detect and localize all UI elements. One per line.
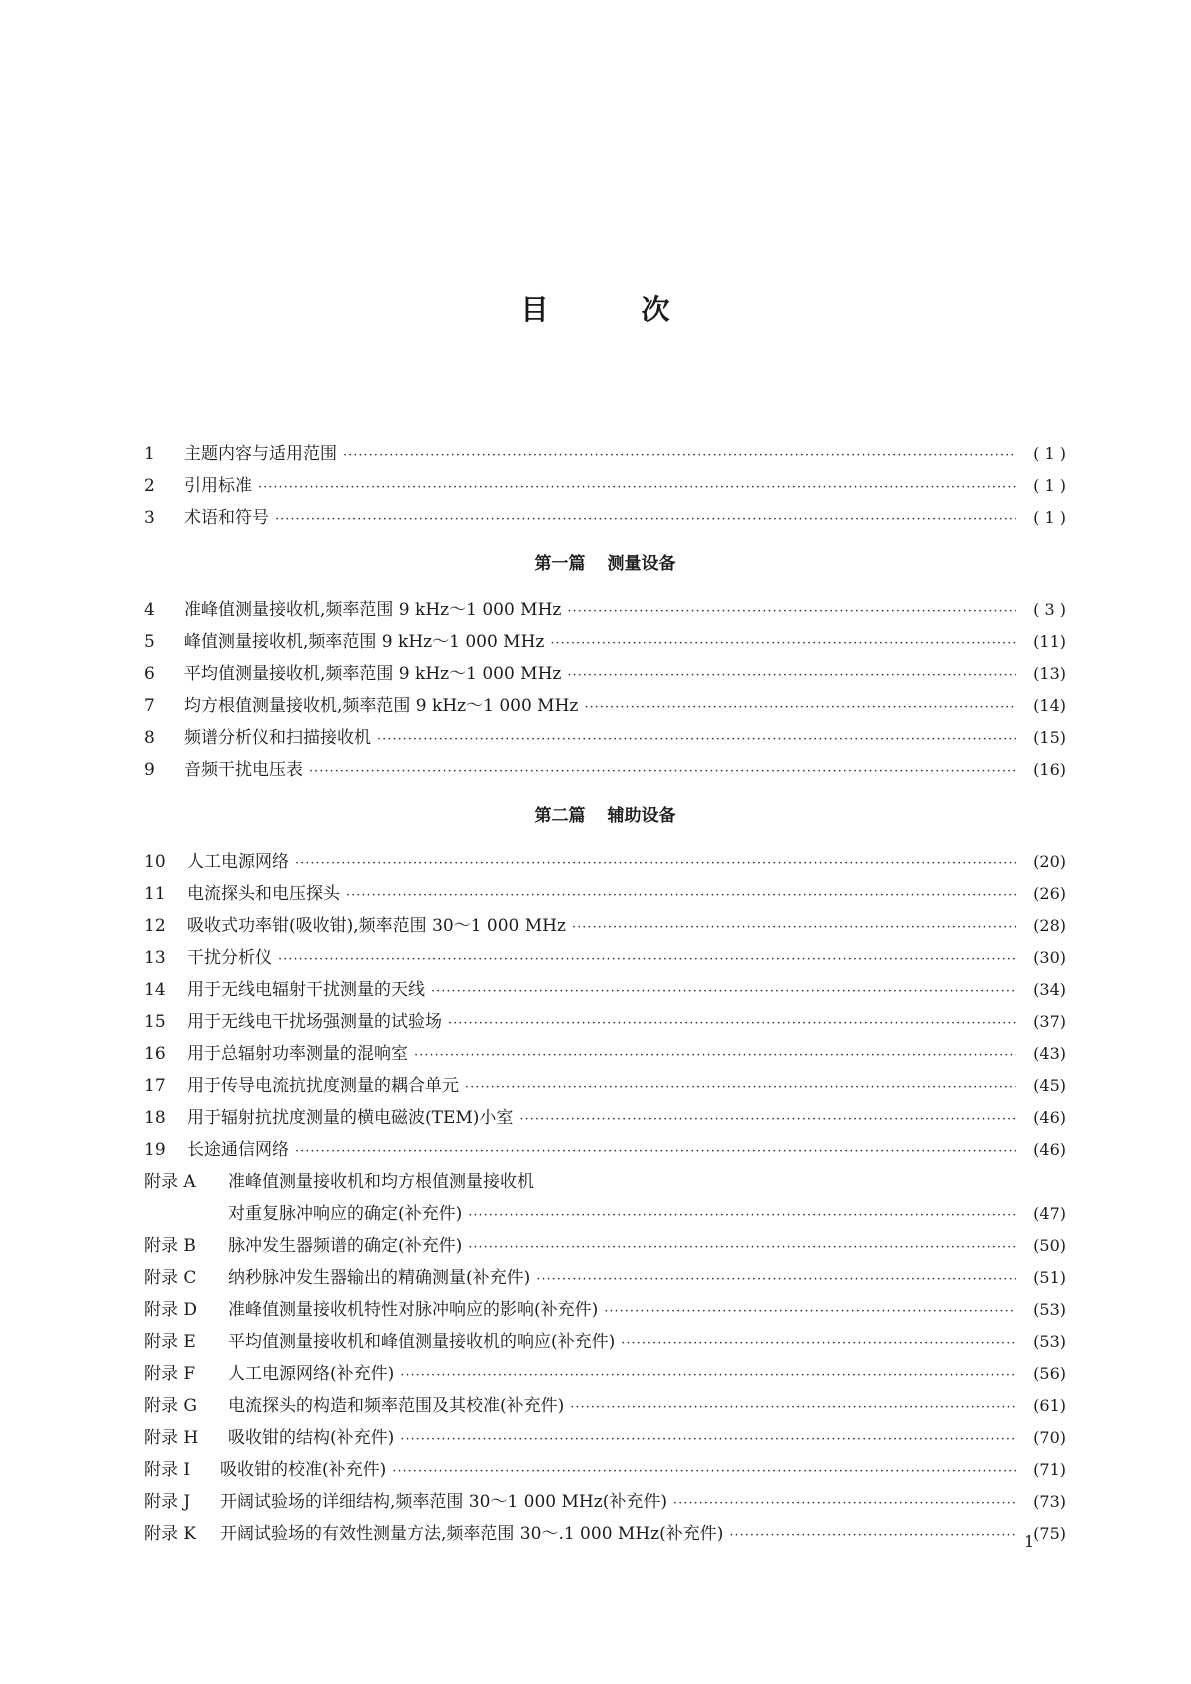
entry-title: 准峰值测量接收机和均方根值测量接收机 — [228, 1172, 534, 1192]
leader-dots — [468, 1200, 1016, 1232]
leader-dots — [567, 660, 1016, 692]
page-title — [0, 288, 1191, 328]
entry-number: 6 — [144, 664, 155, 684]
toc-entry[interactable] — [144, 1294, 1066, 1326]
toc-entry[interactable] — [144, 1262, 1066, 1294]
entry-title: 均方根值测量接收机,频率范围 9 kHz～1 000 MHz — [184, 696, 579, 716]
toc-entry[interactable] — [144, 1454, 1066, 1486]
appendix-number: 附录 D — [144, 1300, 198, 1320]
toc-entry[interactable] — [144, 754, 1066, 786]
toc-entry[interactable] — [144, 1390, 1066, 1422]
title-char-1: 目 — [520, 293, 550, 326]
section-part: 第二篇 — [534, 806, 586, 826]
entry-title: 用于无线电干扰场强测量的试验场 — [187, 1012, 442, 1032]
toc-entry[interactable] — [144, 1518, 1066, 1550]
entry-page: (71) — [1033, 1460, 1066, 1479]
leader-dots — [258, 472, 1016, 504]
toc-entry[interactable] — [144, 1006, 1066, 1038]
entry-title: 吸收钳的结构(补充件) — [228, 1428, 395, 1448]
entry-title: 长途通信网络 — [187, 1140, 289, 1160]
leader-dots — [278, 944, 1016, 976]
page-number: 1 — [1024, 1532, 1035, 1551]
entry-page: (70) — [1033, 1428, 1066, 1447]
toc-entry[interactable] — [144, 1230, 1066, 1262]
entry-page: ( 3 ) — [1033, 600, 1066, 619]
appendix-number: 附录 I — [144, 1460, 191, 1480]
leader-dots — [309, 756, 1016, 788]
entry-title: 音频干扰电压表 — [184, 760, 303, 780]
entry-title: 准峰值测量接收机特性对脉冲响应的影响(补充件) — [228, 1300, 599, 1320]
toc-entry[interactable] — [144, 1486, 1066, 1518]
entry-page: (51) — [1033, 1268, 1066, 1287]
entry-title: 平均值测量接收机和峰值测量接收机的响应(补充件) — [228, 1332, 616, 1352]
appendix-number: 附录 H — [144, 1428, 199, 1448]
leader-dots — [570, 1392, 1016, 1424]
leader-dots — [377, 724, 1016, 756]
toc-entry[interactable] — [144, 846, 1066, 878]
appendix-number: 附录 A — [144, 1172, 196, 1192]
leader-dots — [468, 1232, 1016, 1264]
entry-title: 用于辐射抗扰度测量的横电磁波(TEM)小室 — [187, 1108, 514, 1128]
entry-page: (37) — [1033, 1012, 1066, 1031]
toc-entry[interactable] — [144, 1038, 1066, 1070]
appendix-number: 附录 F — [144, 1364, 196, 1384]
toc-entry[interactable] — [144, 626, 1066, 658]
entry-title: 引用标准 — [184, 476, 252, 496]
entry-title: 干扰分析仪 — [187, 948, 272, 968]
entry-page: (46) — [1033, 1108, 1066, 1127]
leader-dots — [567, 596, 1016, 628]
entry-number: 12 — [144, 916, 166, 936]
entry-title: 频谱分析仪和扫描接收机 — [184, 728, 371, 748]
leader-dots — [536, 1264, 1016, 1296]
appendix-number: 附录 E — [144, 1332, 196, 1352]
entry-page: ( 1 ) — [1033, 508, 1066, 527]
entry-title: 人工电源网络 — [187, 852, 289, 872]
leader-dots — [414, 1040, 1016, 1072]
title-char-2: 次 — [641, 293, 671, 326]
entry-page: (11) — [1033, 632, 1066, 651]
leader-dots — [729, 1520, 1016, 1552]
toc-entry[interactable] — [144, 910, 1066, 942]
entry-page: (30) — [1033, 948, 1066, 967]
leader-dots — [465, 1072, 1016, 1104]
leader-dots — [519, 1104, 1016, 1136]
leader-dots — [392, 1456, 1016, 1488]
entry-number: 7 — [144, 696, 155, 716]
entry-page: ( 1 ) — [1033, 476, 1066, 495]
entry-page: (13) — [1033, 664, 1066, 683]
toc-entry[interactable] — [144, 1070, 1066, 1102]
entry-page: (75) — [1033, 1524, 1066, 1543]
entry-page: (45) — [1033, 1076, 1066, 1095]
toc-entry[interactable] — [144, 1326, 1066, 1358]
toc-entry[interactable] — [144, 942, 1066, 974]
appendix-number: 附录 C — [144, 1268, 197, 1288]
leader-dots — [550, 628, 1016, 660]
entry-title: 准峰值测量接收机,频率范围 9 kHz～1 000 MHz — [184, 600, 562, 620]
toc-entry[interactable] — [144, 1134, 1066, 1166]
entry-title: 主题内容与适用范围 — [184, 444, 337, 464]
entry-title: 用于传导电流抗扰度测量的耦合单元 — [187, 1076, 459, 1096]
entry-number: 2 — [144, 476, 155, 496]
toc-entry[interactable] — [144, 470, 1066, 502]
leader-dots — [295, 1136, 1016, 1168]
leader-dots — [400, 1360, 1016, 1392]
entry-title: 电流探头和电压探头 — [187, 884, 340, 904]
entry-page: (73) — [1033, 1492, 1066, 1511]
entry-title: 吸收式功率钳(吸收钳),频率范围 30～1 000 MHz — [187, 916, 566, 936]
toc-entry[interactable] — [144, 1358, 1066, 1390]
entry-page: (20) — [1033, 852, 1066, 871]
entry-title: 用于无线电辐射干扰测量的天线 — [187, 980, 425, 1000]
entry-title: 脉冲发生器频谱的确定(补充件) — [228, 1236, 463, 1256]
entry-number: 13 — [144, 948, 166, 968]
entry-page: (53) — [1033, 1300, 1066, 1319]
toc-entry[interactable] — [144, 658, 1066, 690]
leader-dots — [275, 504, 1016, 536]
toc-entry-appendix-a-line1[interactable] — [144, 1166, 1066, 1198]
section-heading-1 — [144, 540, 1066, 588]
entry-number: 19 — [144, 1140, 166, 1160]
entry-title: 平均值测量接收机,频率范围 9 kHz～1 000 MHz — [184, 664, 562, 684]
entry-page: (53) — [1033, 1332, 1066, 1351]
entry-title: 人工电源网络(补充件) — [228, 1364, 395, 1384]
leader-dots — [621, 1328, 1016, 1360]
leader-dots — [572, 912, 1016, 944]
entry-page: (50) — [1033, 1236, 1066, 1255]
entry-page: (34) — [1033, 980, 1066, 999]
entry-title: 纳秒脉冲发生器输出的精确测量(补充件) — [228, 1268, 531, 1288]
appendix-number: 附录 B — [144, 1236, 196, 1256]
table-of-contents — [144, 438, 1066, 1550]
entry-number: 4 — [144, 600, 155, 620]
leader-dots — [584, 692, 1016, 724]
entry-page: (47) — [1033, 1204, 1066, 1223]
entry-page: (61) — [1033, 1396, 1066, 1415]
entry-number: 10 — [144, 852, 166, 872]
leader-dots — [295, 848, 1016, 880]
entry-number: 15 — [144, 1012, 166, 1032]
entry-number: 3 — [144, 508, 155, 528]
toc-entry[interactable] — [144, 502, 1066, 534]
entry-title: 吸收钳的校准(补充件) — [220, 1460, 387, 1480]
toc-entry[interactable] — [144, 722, 1066, 754]
entry-number: 5 — [144, 632, 155, 652]
entry-number: 16 — [144, 1044, 166, 1064]
leader-dots — [400, 1424, 1016, 1456]
toc-entry[interactable] — [144, 594, 1066, 626]
entry-number: 1 — [144, 444, 155, 464]
toc-entry[interactable] — [144, 1422, 1066, 1454]
toc-entry-appendix-a-line2[interactable] — [144, 1198, 1066, 1230]
leader-dots — [431, 976, 1016, 1008]
entry-title: 开阔试验场的有效性测量方法,频率范围 30～.1 000 MHz(补充件) — [220, 1524, 724, 1544]
toc-entry[interactable] — [144, 438, 1066, 470]
toc-entry[interactable] — [144, 878, 1066, 910]
entry-page: (46) — [1033, 1140, 1066, 1159]
leader-dots — [604, 1296, 1016, 1328]
entry-page: (28) — [1033, 916, 1066, 935]
entry-number: 8 — [144, 728, 155, 748]
entry-page: (15) — [1033, 728, 1066, 747]
entry-title: 开阔试验场的详细结构,频率范围 30～1 000 MHz(补充件) — [220, 1492, 667, 1512]
appendix-number: 附录 J — [144, 1492, 191, 1512]
leader-dots — [673, 1488, 1016, 1520]
entry-page: (56) — [1033, 1364, 1066, 1383]
entry-page: (26) — [1033, 884, 1066, 903]
toc-entry[interactable] — [144, 974, 1066, 1006]
appendix-number: 附录 K — [144, 1524, 197, 1544]
entry-page: ( 1 ) — [1033, 444, 1066, 463]
appendix-number: 附录 G — [144, 1396, 197, 1416]
entry-page: (43) — [1033, 1044, 1066, 1063]
section-part: 第一篇 — [534, 554, 586, 574]
section-name: 测量设备 — [607, 554, 676, 574]
leader-dots — [343, 440, 1016, 472]
entry-title: 用于总辐射功率测量的混响室 — [187, 1044, 408, 1064]
entry-title: 峰值测量接收机,频率范围 9 kHz～1 000 MHz — [184, 632, 545, 652]
entry-page: (16) — [1033, 760, 1066, 779]
entry-title: 电流探头的构造和频率范围及其校准(补充件) — [228, 1396, 565, 1416]
entry-number: 9 — [144, 760, 155, 780]
section-heading-2 — [144, 792, 1066, 840]
leader-dots — [346, 880, 1016, 912]
toc-entry[interactable] — [144, 1102, 1066, 1134]
entry-number: 18 — [144, 1108, 166, 1128]
entry-title: 对重复脉冲响应的确定(补充件) — [228, 1204, 463, 1224]
entry-number: 14 — [144, 980, 166, 1000]
leader-dots — [448, 1008, 1016, 1040]
entry-page: (14) — [1033, 696, 1066, 715]
entry-title: 术语和符号 — [184, 508, 269, 528]
entry-number: 11 — [144, 884, 166, 904]
entry-number: 17 — [144, 1076, 166, 1096]
section-name: 辅助设备 — [607, 806, 676, 826]
toc-entry[interactable] — [144, 690, 1066, 722]
